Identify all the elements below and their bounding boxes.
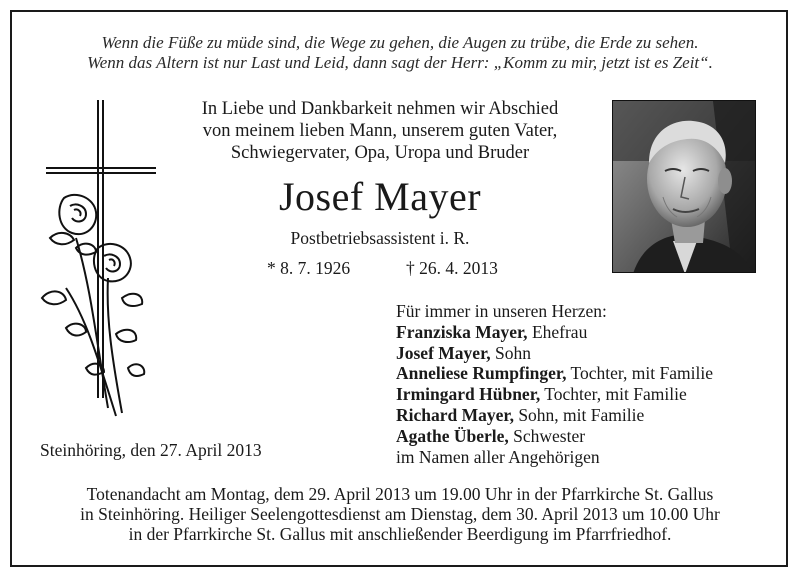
service-line-3: in der Pfarrkirche St. Gallus mit anschließender Beerdigung im Pfarrfriedhof. — [128, 524, 672, 544]
mourner-name: Agathe Überle, — [396, 425, 509, 446]
mourners-list — [396, 301, 713, 467]
poem-line-1: Wenn die Füße zu müde sind, die Wege zu gehen, die Augen zu trübe, die Erde zu sehen. — [101, 33, 699, 52]
service-line-2: in Steinhöring. Heiliger Seelengottesdienst am Dienstag, dem 30. April 2013 um 10.00 Uhr — [80, 504, 720, 524]
mourner-row — [396, 405, 713, 426]
mourner-name: Irmingard Hübner, — [396, 384, 541, 405]
mourner-row — [396, 322, 713, 343]
mourner-relation: Tochter, mit Familie — [540, 384, 687, 405]
portrait-illustration — [613, 101, 756, 273]
intro-text — [168, 98, 592, 164]
intro-line-3: Schwiegervater, Opa, Uropa und Bruder — [230, 143, 530, 163]
cross-with-roses-icon — [36, 98, 166, 420]
deceased-name: Josef Mayer — [278, 174, 482, 219]
service-info — [0, 484, 800, 544]
mourner-row — [396, 363, 713, 384]
poem-line-2: Wenn das Altern ist nur Last und Leid, dann sagt der Herr: „Komm zu mir, jetzt ist es Zeit“. — [87, 53, 713, 72]
mourner-name: Richard Mayer, — [396, 404, 514, 425]
mourner-relation: Schwester — [508, 425, 586, 446]
mourner-name: Josef Mayer, — [396, 342, 491, 363]
death-date: † 26. 4. 2013 — [406, 258, 498, 278]
portrait-photo — [612, 100, 756, 273]
intro-line-2: von meinem lieben Mann, unserem guten Vater, — [202, 121, 558, 141]
mourner-relation: Tochter, mit Familie — [566, 363, 713, 384]
mourner-row — [396, 384, 713, 405]
mourner-relation: Sohn — [490, 342, 531, 363]
mourners-closing: im Namen aller Angehörigen — [396, 446, 600, 467]
mourner-name: Franziska Mayer, — [396, 321, 528, 342]
place-date: Steinhöring, den 27. April 2013 — [40, 440, 262, 460]
mourners-heading: Für immer in unseren Herzen: — [396, 301, 607, 321]
mourner-relation: Sohn, mit Familie — [513, 404, 645, 425]
mourner-relation: Ehefrau — [527, 321, 588, 342]
poem — [0, 33, 800, 73]
mourner-row — [396, 426, 713, 447]
deceased-profession: Postbetriebsassistent i. R. — [290, 228, 470, 248]
service-line-1: Totenandacht am Montag, dem 29. April 2013 um 19.00 Uhr in der Pfarrkirche St. Gallus — [86, 484, 714, 504]
mourner-name: Anneliese Rumpfinger, — [396, 363, 567, 384]
birth-date: * 8. 7. 1926 — [267, 258, 351, 278]
mourner-row — [396, 343, 713, 364]
intro-line-1: In Liebe und Dankbarkeit nehmen wir Abschied — [201, 99, 559, 119]
